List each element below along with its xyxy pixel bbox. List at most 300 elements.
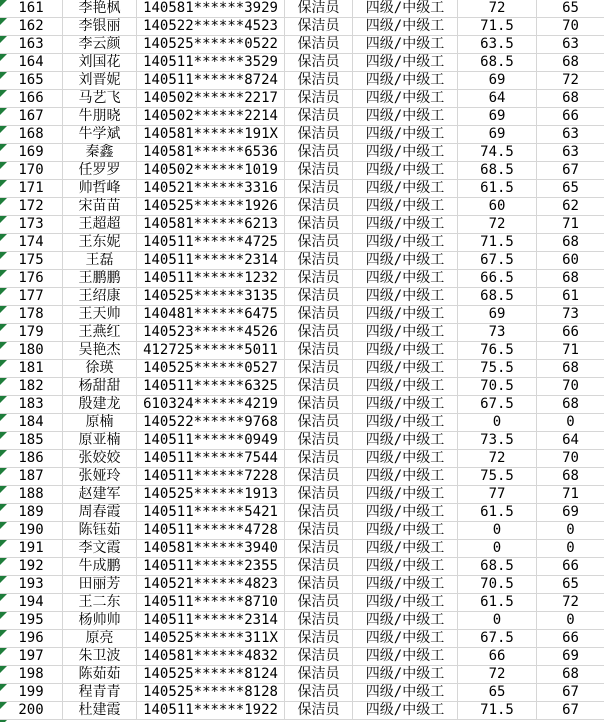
- skill-level-cell[interactable]: [353, 198, 458, 216]
- id-number-cell[interactable]: [137, 432, 285, 450]
- score2-cell[interactable]: [537, 36, 604, 54]
- skill-level-cell[interactable]: [353, 306, 458, 324]
- score2-cell[interactable]: [537, 54, 604, 72]
- job-title-cell[interactable]: [285, 252, 353, 270]
- score1-cell[interactable]: [458, 378, 537, 396]
- name-cell[interactable]: [63, 342, 137, 360]
- score1-cell[interactable]: [458, 540, 537, 558]
- job-title-cell[interactable]: [285, 18, 353, 36]
- score2-cell[interactable]: [537, 180, 604, 198]
- score1-cell[interactable]: [458, 198, 537, 216]
- id-number-cell[interactable]: [137, 342, 285, 360]
- row-number-cell[interactable]: [0, 270, 63, 288]
- skill-level-cell[interactable]: [353, 396, 458, 414]
- score1-cell[interactable]: [458, 432, 537, 450]
- name-cell[interactable]: [63, 36, 137, 54]
- skill-level-cell[interactable]: [353, 342, 458, 360]
- id-number-cell[interactable]: [137, 270, 285, 288]
- id-number-cell[interactable]: [137, 378, 285, 396]
- score2-cell[interactable]: [537, 414, 604, 432]
- id-number-cell[interactable]: [137, 666, 285, 684]
- skill-level-cell[interactable]: [353, 288, 458, 306]
- skill-level-cell[interactable]: [353, 522, 458, 540]
- job-title-cell[interactable]: [285, 36, 353, 54]
- row-number-cell[interactable]: [0, 234, 63, 252]
- job-title-cell[interactable]: [285, 594, 353, 612]
- id-number-cell[interactable]: [137, 180, 285, 198]
- skill-level-cell[interactable]: [353, 594, 458, 612]
- id-number-cell[interactable]: [137, 360, 285, 378]
- row-number-cell[interactable]: [0, 468, 63, 486]
- score2-cell[interactable]: [537, 90, 604, 108]
- score1-cell[interactable]: [458, 360, 537, 378]
- skill-level-cell[interactable]: [353, 468, 458, 486]
- table-row: [0, 504, 604, 522]
- id-number-cell[interactable]: [137, 414, 285, 432]
- score2-cell[interactable]: [537, 702, 604, 720]
- name-cell[interactable]: [63, 72, 137, 90]
- error-indicator-triangle: [0, 216, 7, 223]
- name-cell[interactable]: [63, 0, 137, 18]
- skill-level-cell[interactable]: [353, 180, 458, 198]
- skill-level-cell[interactable]: [353, 558, 458, 576]
- score1-cell[interactable]: [458, 648, 537, 666]
- name-cell[interactable]: [63, 558, 137, 576]
- name-cell[interactable]: [63, 324, 137, 342]
- id-number-cell[interactable]: [137, 36, 285, 54]
- skill-level-cell[interactable]: [353, 432, 458, 450]
- row-number-cell[interactable]: [0, 558, 63, 576]
- id-number-cell[interactable]: [137, 18, 285, 36]
- name-cell[interactable]: [63, 288, 137, 306]
- score2-cell[interactable]: [537, 486, 604, 504]
- row-number: 199: [18, 684, 44, 700]
- score1-cell[interactable]: [458, 576, 537, 594]
- score1-cell[interactable]: [458, 288, 537, 306]
- id-number-cell[interactable]: [137, 90, 285, 108]
- job-title-cell[interactable]: [285, 0, 353, 18]
- score1-cell[interactable]: [458, 450, 537, 468]
- score1-cell[interactable]: [458, 414, 537, 432]
- score2-cell[interactable]: [537, 684, 604, 702]
- id-number-cell[interactable]: [137, 468, 285, 486]
- skill-level: 四级/中级工: [365, 288, 445, 304]
- name-cell[interactable]: [63, 504, 137, 522]
- job-title-cell[interactable]: [285, 558, 353, 576]
- score2-cell[interactable]: [537, 324, 604, 342]
- error-indicator-triangle: [0, 360, 7, 367]
- id-number-cell[interactable]: [137, 648, 285, 666]
- score2-cell[interactable]: [537, 432, 604, 450]
- id-number-cell[interactable]: [137, 216, 285, 234]
- job-title-cell[interactable]: [285, 90, 353, 108]
- skill-level-cell[interactable]: [353, 684, 458, 702]
- skill-level-cell[interactable]: [353, 648, 458, 666]
- error-indicator-triangle: [0, 450, 7, 457]
- skill-level-cell[interactable]: [353, 630, 458, 648]
- name-cell[interactable]: [63, 630, 137, 648]
- id-number-cell[interactable]: [137, 522, 285, 540]
- name-cell[interactable]: [63, 432, 137, 450]
- score1-value: 71.5: [480, 18, 514, 34]
- row-number-cell[interactable]: [0, 540, 63, 558]
- job-title: 保洁员: [297, 234, 340, 250]
- job-title-cell[interactable]: [285, 270, 353, 288]
- score2-cell[interactable]: [537, 540, 604, 558]
- row-number-cell[interactable]: [0, 144, 63, 162]
- score1-cell[interactable]: [458, 612, 537, 630]
- row-number-cell[interactable]: [0, 414, 63, 432]
- score1-cell[interactable]: [458, 324, 537, 342]
- score2-cell[interactable]: [537, 216, 604, 234]
- score1-cell[interactable]: [458, 36, 537, 54]
- score1-value: 67.5: [480, 252, 514, 268]
- name-cell[interactable]: [63, 666, 137, 684]
- job-title-cell[interactable]: [285, 684, 353, 702]
- score1-cell[interactable]: [458, 396, 537, 414]
- score2-cell[interactable]: [537, 342, 604, 360]
- score1-cell[interactable]: [458, 504, 537, 522]
- job-title-cell[interactable]: [285, 468, 353, 486]
- name-cell[interactable]: [63, 144, 137, 162]
- score2-cell[interactable]: [537, 18, 604, 36]
- skill-level-cell[interactable]: [353, 378, 458, 396]
- id-number-cell[interactable]: [137, 576, 285, 594]
- skill-level-cell[interactable]: [353, 414, 458, 432]
- name-cell[interactable]: [63, 90, 137, 108]
- skill-level-cell[interactable]: [353, 540, 458, 558]
- job-title-cell[interactable]: [285, 540, 353, 558]
- skill-level-cell[interactable]: [353, 576, 458, 594]
- row-number-cell[interactable]: [0, 0, 63, 18]
- job-title-cell[interactable]: [285, 162, 353, 180]
- skill-level-cell[interactable]: [353, 450, 458, 468]
- name-cell[interactable]: [63, 594, 137, 612]
- skill-level-cell[interactable]: [353, 324, 458, 342]
- job-title-cell[interactable]: [285, 54, 353, 72]
- skill-level-cell[interactable]: [353, 360, 458, 378]
- name-cell[interactable]: [63, 684, 137, 702]
- name-cell[interactable]: [63, 522, 137, 540]
- score2-value: 69: [562, 504, 579, 520]
- skill-level-cell[interactable]: [353, 234, 458, 252]
- name-cell[interactable]: [63, 234, 137, 252]
- id-number-cell[interactable]: [137, 234, 285, 252]
- row-number-cell[interactable]: [0, 342, 63, 360]
- score2-cell[interactable]: [537, 234, 604, 252]
- row-number-cell[interactable]: [0, 684, 63, 702]
- id-number-cell[interactable]: [137, 324, 285, 342]
- id-number-cell[interactable]: [137, 702, 285, 720]
- skill-level-cell[interactable]: [353, 90, 458, 108]
- job-title-cell[interactable]: [285, 486, 353, 504]
- name-cell[interactable]: [63, 198, 137, 216]
- name-cell[interactable]: [63, 540, 137, 558]
- score1-cell[interactable]: [458, 90, 537, 108]
- score2-cell[interactable]: [537, 450, 604, 468]
- score1-cell[interactable]: [458, 342, 537, 360]
- score2-cell[interactable]: [537, 198, 604, 216]
- row-number-cell[interactable]: [0, 198, 63, 216]
- score2-cell[interactable]: [537, 360, 604, 378]
- score2-cell[interactable]: [537, 306, 604, 324]
- name-cell[interactable]: [63, 108, 137, 126]
- score2-cell[interactable]: [537, 72, 604, 90]
- score1-cell[interactable]: [458, 252, 537, 270]
- error-indicator-triangle: [0, 594, 7, 601]
- skill-level-cell[interactable]: [353, 666, 458, 684]
- row-number: 165: [18, 72, 44, 88]
- score1-cell[interactable]: [458, 108, 537, 126]
- job-title-cell[interactable]: [285, 108, 353, 126]
- name-cell[interactable]: [63, 162, 137, 180]
- name-cell[interactable]: [63, 126, 137, 144]
- table-row: [0, 18, 604, 36]
- score2-cell[interactable]: [537, 504, 604, 522]
- skill-level-cell[interactable]: [353, 18, 458, 36]
- score2-cell[interactable]: [537, 378, 604, 396]
- name-cell[interactable]: [63, 180, 137, 198]
- row-number-cell[interactable]: [0, 648, 63, 666]
- skill-level-cell[interactable]: [353, 108, 458, 126]
- row-number-cell[interactable]: [0, 702, 63, 720]
- score1-cell[interactable]: [458, 702, 537, 720]
- score1-cell[interactable]: [458, 666, 537, 684]
- job-title-cell[interactable]: [285, 288, 353, 306]
- masked-id-number: 140502******2217: [143, 90, 278, 106]
- row-number-cell[interactable]: [0, 450, 63, 468]
- job-title-cell[interactable]: [285, 342, 353, 360]
- name-cell[interactable]: [63, 414, 137, 432]
- job-title-cell[interactable]: [285, 522, 353, 540]
- score2-cell[interactable]: [537, 126, 604, 144]
- error-indicator-triangle: [0, 396, 7, 403]
- row-number-cell[interactable]: [0, 126, 63, 144]
- skill-level-cell[interactable]: [353, 126, 458, 144]
- name-cell[interactable]: [63, 54, 137, 72]
- score1-cell[interactable]: [458, 54, 537, 72]
- id-number-cell[interactable]: [137, 612, 285, 630]
- score1-cell[interactable]: [458, 270, 537, 288]
- row-number-cell[interactable]: [0, 18, 63, 36]
- row-number-cell[interactable]: [0, 72, 63, 90]
- id-number-cell[interactable]: [137, 126, 285, 144]
- name-cell[interactable]: [63, 360, 137, 378]
- id-number-cell[interactable]: [137, 198, 285, 216]
- score1-cell[interactable]: [458, 468, 537, 486]
- skill-level-cell[interactable]: [353, 216, 458, 234]
- name-cell[interactable]: [63, 306, 137, 324]
- row-number-cell[interactable]: [0, 576, 63, 594]
- score2-cell[interactable]: [537, 108, 604, 126]
- id-number-cell[interactable]: [137, 486, 285, 504]
- row-number-cell[interactable]: [0, 594, 63, 612]
- id-number-cell[interactable]: [137, 252, 285, 270]
- job-title-cell[interactable]: [285, 414, 353, 432]
- job-title-cell[interactable]: [285, 216, 353, 234]
- score1-cell[interactable]: [458, 684, 537, 702]
- id-number-cell[interactable]: [137, 144, 285, 162]
- row-number-cell[interactable]: [0, 90, 63, 108]
- row-number-cell[interactable]: [0, 324, 63, 342]
- skill-level-cell[interactable]: [353, 702, 458, 720]
- row-number-cell[interactable]: [0, 504, 63, 522]
- score1-cell[interactable]: [458, 306, 537, 324]
- person-name: 王绍康: [78, 288, 121, 304]
- row-number-cell[interactable]: [0, 36, 63, 54]
- job-title-cell[interactable]: [285, 702, 353, 720]
- job-title-cell[interactable]: [285, 180, 353, 198]
- masked-id-number: 140523******4526: [143, 324, 278, 340]
- score1-value: 69: [488, 72, 506, 88]
- row-number-cell[interactable]: [0, 54, 63, 72]
- job-title-cell[interactable]: [285, 306, 353, 324]
- score1-cell[interactable]: [458, 72, 537, 90]
- score1-cell[interactable]: [458, 18, 537, 36]
- skill-level: 四级/中级工: [365, 540, 445, 556]
- name-cell[interactable]: [63, 702, 137, 720]
- skill-level-cell[interactable]: [353, 36, 458, 54]
- score1-cell[interactable]: [458, 234, 537, 252]
- score2-cell[interactable]: [537, 648, 604, 666]
- score2-cell[interactable]: [537, 612, 604, 630]
- name-cell[interactable]: [63, 468, 137, 486]
- row-number-cell[interactable]: [0, 288, 63, 306]
- name-cell[interactable]: [63, 18, 137, 36]
- row-number-cell[interactable]: [0, 306, 63, 324]
- row-number-cell[interactable]: [0, 360, 63, 378]
- score1-cell[interactable]: [458, 144, 537, 162]
- score2-cell[interactable]: [537, 468, 604, 486]
- job-title-cell[interactable]: [285, 666, 353, 684]
- score1-cell[interactable]: [458, 126, 537, 144]
- score2-cell[interactable]: [537, 558, 604, 576]
- row-number-cell[interactable]: [0, 378, 63, 396]
- job-title-cell[interactable]: [285, 72, 353, 90]
- skill-level-cell[interactable]: [353, 0, 458, 18]
- score1-cell[interactable]: [458, 630, 537, 648]
- score1-cell[interactable]: [458, 162, 537, 180]
- score2-cell[interactable]: [537, 630, 604, 648]
- skill-level-cell[interactable]: [353, 252, 458, 270]
- row-number-cell[interactable]: [0, 612, 63, 630]
- row-number-cell[interactable]: [0, 432, 63, 450]
- score2-cell[interactable]: [537, 252, 604, 270]
- id-number-cell[interactable]: [137, 504, 285, 522]
- id-number-cell[interactable]: [137, 540, 285, 558]
- name-cell[interactable]: [63, 396, 137, 414]
- score2-cell[interactable]: [537, 522, 604, 540]
- id-number-cell[interactable]: [137, 306, 285, 324]
- id-number-cell[interactable]: [137, 0, 285, 18]
- score1-cell[interactable]: [458, 486, 537, 504]
- job-title-cell[interactable]: [285, 144, 353, 162]
- score2-cell[interactable]: [537, 666, 604, 684]
- id-number-cell[interactable]: [137, 54, 285, 72]
- skill-level: 四级/中级工: [365, 0, 445, 16]
- name-cell[interactable]: [63, 378, 137, 396]
- job-title-cell[interactable]: [285, 378, 353, 396]
- row-number-cell[interactable]: [0, 252, 63, 270]
- skill-level-cell[interactable]: [353, 504, 458, 522]
- id-number-cell[interactable]: [137, 396, 285, 414]
- name-cell[interactable]: [63, 270, 137, 288]
- id-number-cell[interactable]: [137, 162, 285, 180]
- id-number-cell[interactable]: [137, 630, 285, 648]
- score2-cell[interactable]: [537, 576, 604, 594]
- job-title-cell[interactable]: [285, 432, 353, 450]
- row-number-cell[interactable]: [0, 216, 63, 234]
- score1-cell[interactable]: [458, 180, 537, 198]
- id-number-cell[interactable]: [137, 450, 285, 468]
- id-number-cell[interactable]: [137, 594, 285, 612]
- score1-cell[interactable]: [458, 522, 537, 540]
- skill-level-cell[interactable]: [353, 72, 458, 90]
- job-title-cell[interactable]: [285, 504, 353, 522]
- job-title-cell[interactable]: [285, 324, 353, 342]
- score1-cell[interactable]: [458, 216, 537, 234]
- id-number-cell[interactable]: [137, 558, 285, 576]
- name-cell[interactable]: [63, 486, 137, 504]
- row-number-cell[interactable]: [0, 180, 63, 198]
- job-title-cell[interactable]: [285, 450, 353, 468]
- name-cell[interactable]: [63, 648, 137, 666]
- row-number-cell[interactable]: [0, 162, 63, 180]
- id-number-cell[interactable]: [137, 684, 285, 702]
- skill-level-cell[interactable]: [353, 54, 458, 72]
- job-title-cell[interactable]: [285, 234, 353, 252]
- skill-level-cell[interactable]: [353, 162, 458, 180]
- score2-cell[interactable]: [537, 288, 604, 306]
- score2-cell[interactable]: [537, 0, 604, 18]
- id-number-cell[interactable]: [137, 288, 285, 306]
- skill-level-cell[interactable]: [353, 612, 458, 630]
- score2-cell[interactable]: [537, 396, 604, 414]
- row-number-cell[interactable]: [0, 666, 63, 684]
- name-cell[interactable]: [63, 216, 137, 234]
- job-title-cell[interactable]: [285, 576, 353, 594]
- score2-cell[interactable]: [537, 270, 604, 288]
- skill-level-cell[interactable]: [353, 144, 458, 162]
- score2-cell[interactable]: [537, 162, 604, 180]
- name-cell[interactable]: [63, 450, 137, 468]
- skill-level-cell[interactable]: [353, 486, 458, 504]
- skill-level-cell[interactable]: [353, 270, 458, 288]
- name-cell[interactable]: [63, 612, 137, 630]
- job-title-cell[interactable]: [285, 648, 353, 666]
- row-number-cell[interactable]: [0, 396, 63, 414]
- score2-cell[interactable]: [537, 594, 604, 612]
- name-cell[interactable]: [63, 252, 137, 270]
- id-number-cell[interactable]: [137, 72, 285, 90]
- score1-cell[interactable]: [458, 594, 537, 612]
- score2-cell[interactable]: [537, 144, 604, 162]
- job-title-cell[interactable]: [285, 198, 353, 216]
- job-title-cell[interactable]: [285, 630, 353, 648]
- row-number-cell[interactable]: [0, 486, 63, 504]
- score1-cell[interactable]: [458, 0, 537, 18]
- job-title-cell[interactable]: [285, 360, 353, 378]
- name-cell[interactable]: [63, 576, 137, 594]
- row-number-cell[interactable]: [0, 630, 63, 648]
- job-title-cell[interactable]: [285, 396, 353, 414]
- row-number-cell[interactable]: [0, 108, 63, 126]
- row-number-cell[interactable]: [0, 522, 63, 540]
- job-title-cell[interactable]: [285, 612, 353, 630]
- id-number-cell[interactable]: [137, 108, 285, 126]
- job-title-cell[interactable]: [285, 126, 353, 144]
- score1-cell[interactable]: [458, 558, 537, 576]
